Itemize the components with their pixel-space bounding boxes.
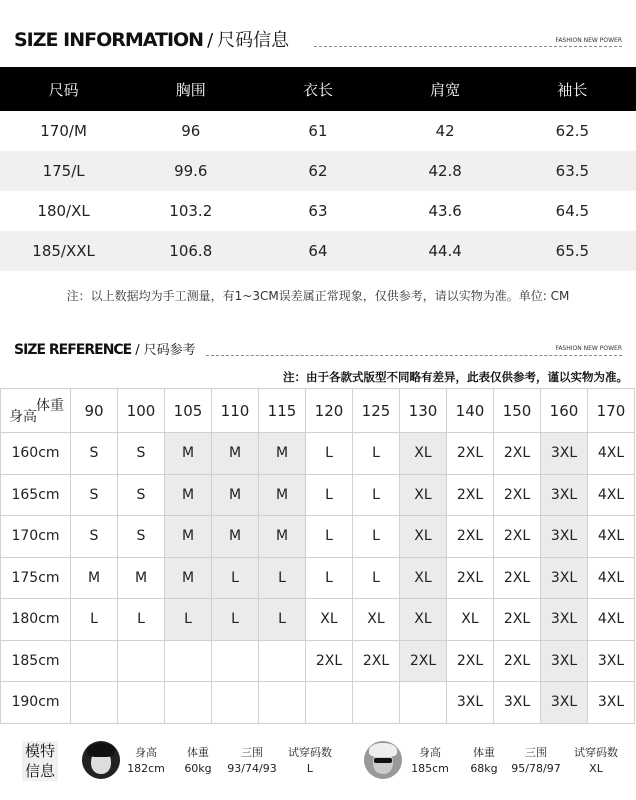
size-cell: M — [212, 474, 259, 516]
model1-measurements — [222, 745, 282, 777]
table-cell: 103.2 — [169, 202, 213, 220]
stat-value: 185cm — [411, 762, 449, 775]
size-cell: M — [165, 516, 212, 558]
size-cell: 3XL — [588, 682, 635, 724]
size-cell: 3XL — [541, 682, 588, 724]
height-label: 170cm — [1, 516, 71, 558]
header-length: 衣长 — [254, 67, 381, 111]
weight-header: 160 — [541, 389, 588, 433]
size-cell: XL — [353, 599, 400, 641]
size-reference-table — [0, 388, 635, 724]
size-cell: 3XL — [541, 474, 588, 516]
size-cell: 3XL — [541, 599, 588, 641]
hair-icon — [369, 743, 397, 757]
table-cell: 99.6 — [127, 151, 254, 191]
table-cell: 65.5 — [509, 231, 636, 271]
size-cell: XL — [400, 557, 447, 599]
height-label: 175cm — [1, 557, 71, 599]
size-cell: L — [259, 599, 306, 641]
dashed-divider — [314, 46, 622, 47]
reference-note: 注：由于各款式版型不同略有差异，此表仅供参考，谨以实物为准。 — [283, 370, 628, 384]
size-cell: L — [212, 599, 259, 641]
stat-label: 试穿码数 — [574, 746, 618, 759]
size-cell: L — [306, 516, 353, 558]
size-cell: L — [212, 557, 259, 599]
model1-weight — [168, 745, 228, 777]
size-information-header — [14, 26, 622, 56]
header-shoulder: 肩宽 — [382, 67, 509, 111]
weight-header-row — [1, 389, 635, 433]
weight-header: 105 — [165, 389, 212, 433]
table-row — [1, 640, 635, 682]
size-cell: 3XL — [541, 433, 588, 475]
size-cell: M — [118, 557, 165, 599]
table-cell: 44.4 — [382, 231, 509, 271]
weight-header: 120 — [306, 389, 353, 433]
size-cell: 3XL — [541, 557, 588, 599]
table-cell: 175/L — [0, 151, 127, 191]
table-cell: 61 — [308, 122, 328, 140]
size-cell: M — [71, 557, 118, 599]
size-cell: 2XL — [447, 516, 494, 558]
size-cell: L — [71, 599, 118, 641]
model1-height — [116, 745, 176, 777]
weight-header: 115 — [259, 389, 306, 433]
size-cell: M — [212, 516, 259, 558]
model2-avatar — [364, 741, 402, 779]
table-row — [1, 433, 635, 475]
model2-size — [566, 745, 626, 777]
table-row — [0, 231, 636, 271]
weight-header: 90 — [71, 389, 118, 433]
size-cell: 2XL — [353, 640, 400, 682]
section-title-cn: 尺码参考 — [143, 343, 196, 358]
size-cell: S — [118, 474, 165, 516]
size-cell: 2XL — [494, 557, 541, 599]
section-title-en: SIZE INFORMATION — [14, 29, 204, 51]
size-cell: 3XL — [541, 516, 588, 558]
table-cell: 106.8 — [127, 231, 254, 271]
table-cell: 64 — [254, 231, 381, 271]
height-label: 190cm — [1, 682, 71, 724]
size-cell: 2XL — [400, 640, 447, 682]
table-cell: 96 — [181, 122, 201, 140]
stat-label: 体重 — [187, 746, 209, 759]
size-cell: S — [71, 474, 118, 516]
table-row — [1, 516, 635, 558]
table-row — [0, 151, 636, 191]
weight-header: 130 — [400, 389, 447, 433]
size-reference-header — [14, 339, 622, 369]
table-cell: 185/XXL — [0, 231, 127, 271]
table-cell: 63 — [308, 202, 328, 220]
brand-tag: FASHION NEW POWER — [555, 345, 622, 352]
size-cell — [165, 640, 212, 682]
size-cell: 2XL — [447, 640, 494, 682]
model2-height — [400, 745, 460, 777]
size-cell: M — [165, 474, 212, 516]
size-cell — [400, 682, 447, 724]
stat-value: 182cm — [127, 762, 165, 775]
table-row — [0, 191, 636, 231]
dashed-divider — [206, 355, 622, 356]
size-cell: L — [165, 599, 212, 641]
table-row — [0, 111, 636, 151]
size-cell: L — [353, 474, 400, 516]
size-cell — [71, 682, 118, 724]
size-cell: M — [165, 557, 212, 599]
size-cell: M — [259, 433, 306, 475]
table-cell: 64.5 — [555, 202, 590, 220]
size-cell: 2XL — [447, 433, 494, 475]
height-axis-label: 身高 — [9, 409, 37, 425]
size-cell: XL — [400, 599, 447, 641]
size-cell: 4XL — [588, 557, 635, 599]
height-label: 160cm — [1, 433, 71, 475]
stat-value: 68kg — [470, 762, 498, 775]
table-cell: 170/M — [40, 122, 87, 140]
size-cell: 2XL — [447, 557, 494, 599]
size-cell — [118, 682, 165, 724]
model2-measurements — [506, 745, 566, 777]
size-cell — [353, 682, 400, 724]
size-cell: L — [306, 433, 353, 475]
measurement-note: 注：以上数据均为手工测量，有1~3CM误差属正常现象，仅供参考，请以实物为准。单位: CM — [66, 289, 570, 303]
model-info-label: 模特信息 — [22, 741, 58, 781]
size-table-header-row — [0, 67, 636, 111]
size-cell — [259, 682, 306, 724]
weight-header: 140 — [447, 389, 494, 433]
model1-size — [280, 745, 340, 777]
size-cell: M — [165, 433, 212, 475]
stat-label: 体重 — [473, 746, 495, 759]
model-info — [0, 735, 636, 785]
size-cell: S — [118, 433, 165, 475]
size-cell: 2XL — [494, 474, 541, 516]
table-row — [1, 682, 635, 724]
stat-value: 93/74/93 — [227, 762, 277, 775]
size-cell: XL — [400, 516, 447, 558]
size-cell — [212, 640, 259, 682]
table-cell: 180/XL — [37, 202, 90, 220]
size-cell: 2XL — [306, 640, 353, 682]
stat-value: L — [306, 762, 314, 775]
stat-value: 60kg — [184, 762, 212, 775]
table-cell: 62.5 — [555, 122, 590, 140]
title-separator: / — [135, 343, 140, 358]
weight-header: 100 — [118, 389, 165, 433]
size-cell: 4XL — [588, 433, 635, 475]
weight-header: 150 — [494, 389, 541, 433]
weight-header: 125 — [353, 389, 400, 433]
model1-avatar — [82, 741, 120, 779]
size-cell: 3XL — [541, 640, 588, 682]
weight-axis-label: 体重 — [36, 398, 64, 414]
stat-value: XL — [589, 762, 603, 775]
title-separator: / — [207, 30, 214, 51]
table-cell: 42.8 — [382, 151, 509, 191]
size-table — [0, 67, 636, 271]
sunglasses-icon — [374, 758, 392, 763]
size-cell: S — [71, 516, 118, 558]
hair-icon — [87, 743, 115, 757]
size-cell: 2XL — [447, 474, 494, 516]
size-cell: M — [212, 433, 259, 475]
size-cell: 2XL — [494, 599, 541, 641]
model2-weight — [454, 745, 514, 777]
weight-header: 110 — [212, 389, 259, 433]
size-cell: L — [353, 557, 400, 599]
size-cell: 3XL — [447, 682, 494, 724]
size-cell: L — [353, 433, 400, 475]
weight-header: 170 — [588, 389, 635, 433]
table-cell: 62 — [254, 151, 381, 191]
stat-label: 试穿码数 — [288, 746, 332, 759]
height-label: 180cm — [1, 599, 71, 641]
section-title-cn: 尺码信息 — [217, 30, 290, 51]
table-cell: 63.5 — [509, 151, 636, 191]
corner-cell — [1, 389, 71, 433]
stat-value: 95/78/97 — [511, 762, 561, 775]
size-cell: 2XL — [494, 640, 541, 682]
size-cell: L — [118, 599, 165, 641]
size-cell: XL — [400, 474, 447, 516]
size-cell — [118, 640, 165, 682]
height-label: 185cm — [1, 640, 71, 682]
height-label: 165cm — [1, 474, 71, 516]
section-title-en: SIZE REFERENCE — [14, 342, 132, 358]
size-cell: 2XL — [494, 433, 541, 475]
table-row — [1, 557, 635, 599]
size-cell: L — [353, 516, 400, 558]
size-cell — [306, 682, 353, 724]
size-cell — [259, 640, 306, 682]
stat-label: 三围 — [525, 746, 547, 759]
size-cell — [71, 640, 118, 682]
size-cell: 2XL — [494, 516, 541, 558]
size-cell: S — [118, 516, 165, 558]
size-cell: XL — [306, 599, 353, 641]
size-cell: XL — [400, 433, 447, 475]
table-row — [1, 474, 635, 516]
size-cell: S — [71, 433, 118, 475]
header-chest: 胸围 — [127, 67, 254, 111]
size-cell: 4XL — [588, 474, 635, 516]
header-size: 尺码 — [0, 67, 127, 111]
stat-label: 三围 — [241, 746, 263, 759]
stat-label: 身高 — [135, 746, 157, 759]
stat-label: 身高 — [419, 746, 441, 759]
size-cell: L — [306, 474, 353, 516]
size-cell: M — [259, 474, 306, 516]
reference-body — [1, 433, 635, 724]
size-cell: 3XL — [494, 682, 541, 724]
size-cell: 4XL — [588, 599, 635, 641]
size-cell — [165, 682, 212, 724]
table-cell: 42 — [435, 122, 455, 140]
size-cell: 4XL — [588, 516, 635, 558]
table-cell: 43.6 — [428, 202, 462, 220]
brand-tag: FASHION NEW POWER — [555, 37, 622, 44]
size-cell: L — [306, 557, 353, 599]
size-cell: XL — [447, 599, 494, 641]
size-cell: M — [259, 516, 306, 558]
size-cell — [212, 682, 259, 724]
size-cell: L — [259, 557, 306, 599]
table-row — [1, 599, 635, 641]
size-cell: 3XL — [588, 640, 635, 682]
header-sleeve: 袖长 — [509, 67, 636, 111]
